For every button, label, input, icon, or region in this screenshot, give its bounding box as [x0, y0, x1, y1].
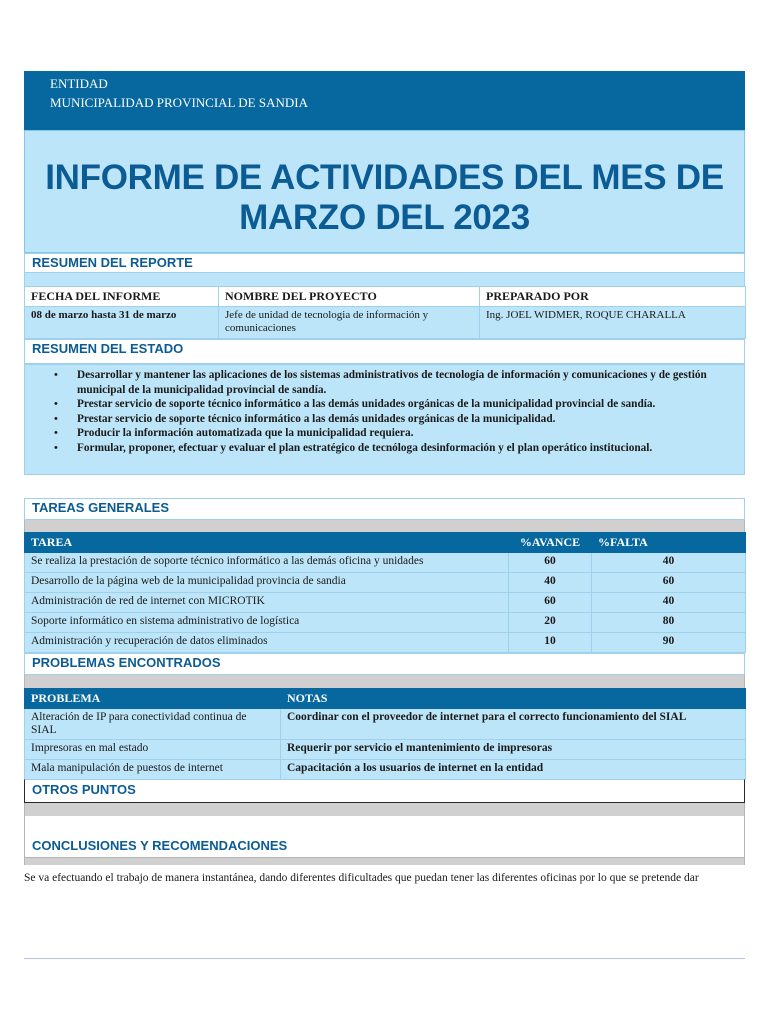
- list-item: • Desarrollar y mantener las aplicaciones de los sistemas administrativos de tecnología de información y comunicaciones y de gestión municipal de la municipalidad provincial de sandía.: [77, 368, 734, 397]
- table-row: [25, 593, 746, 613]
- table-row: [25, 709, 746, 740]
- divider: [24, 958, 745, 959]
- header-preparado: PREPARADO POR: [480, 287, 746, 307]
- header-fecha: FECHA DEL INFORME: [25, 287, 219, 307]
- section-otros-puntos: [24, 779, 745, 803]
- tasks-table: [24, 532, 746, 653]
- problem-description: Mala manipulación de puestos de internet: [25, 760, 281, 780]
- header-avance: %AVANCE: [509, 533, 592, 553]
- task-avance: 20: [509, 613, 592, 633]
- table-row: [25, 553, 746, 573]
- report-summary-table: [24, 286, 746, 339]
- problem-description: Impresoras en mal estado: [25, 740, 281, 760]
- task-falta: 80: [592, 613, 746, 633]
- entity-name: MUNICIPALIDAD PROVINCIAL DE SANDIA: [50, 95, 308, 110]
- task-avance: 60: [509, 593, 592, 613]
- header-proyecto: NOMBRE DEL PROYECTO: [219, 287, 480, 307]
- task-name: Se realiza la prestación de soporte técnico informático a las demás oficina y unidades: [25, 553, 509, 573]
- status-summary: [24, 364, 745, 475]
- task-falta: 40: [592, 553, 746, 573]
- table-header-row: [25, 287, 746, 307]
- header-problema: PROBLEMA: [25, 689, 281, 709]
- report-title: [24, 130, 745, 253]
- section-spacer: [24, 520, 745, 532]
- task-avance: 40: [509, 573, 592, 593]
- table-header-row: [25, 533, 746, 553]
- task-falta: 40: [592, 593, 746, 613]
- list-item: • Prestar servicio de soporte técnico informático a las demás unidades orgánicas de la municipalidad provincial de sandía.: [77, 397, 734, 412]
- header-falta: %FALTA: [592, 533, 746, 553]
- section-spacer: [24, 858, 745, 865]
- problem-description: Alteración de IP para conectividad continua de SIAL: [25, 709, 281, 740]
- task-falta: 60: [592, 573, 746, 593]
- problem-note: Requerir por servicio el mantenimiento de impresoras: [281, 740, 746, 760]
- list-item: • Producir la información automatizada que la municipalidad requiera.: [77, 426, 734, 441]
- section-heading-otros: OTROS PUNTOS: [32, 782, 136, 797]
- task-name: Administración y recuperación de datos eliminados: [25, 633, 509, 653]
- task-falta: 90: [592, 633, 746, 653]
- proyecto-value: Jefe de unidad de tecnologia de información y comunicaciones: [219, 307, 480, 339]
- task-name: Administración de red de internet con MICROTIK: [25, 593, 509, 613]
- entity-header: [24, 71, 745, 131]
- section-heading-resumen-estado: RESUMEN DEL ESTADO: [24, 339, 745, 364]
- title-line-1: INFORME DE ACTIVIDADES DEL MES DE: [45, 158, 724, 197]
- header-notas: NOTAS: [281, 689, 746, 709]
- conclusions-text: Se va efectuando el trabajo de manera instantánea, dando diferentes dificultades que puedan tener las diferentes oficinas por lo que se pretende dar: [24, 872, 699, 884]
- problem-note: Capacitación a los usuarios de internet en la entidad: [281, 760, 746, 780]
- section-spacer: [24, 273, 745, 286]
- table-header-row: [25, 689, 746, 709]
- task-name: Desarrollo de la página web de la municipalidad provincia de sandia: [25, 573, 509, 593]
- task-avance: 60: [509, 553, 592, 573]
- fecha-value: 08 de marzo hasta 31 de marzo: [25, 307, 219, 339]
- table-row: [25, 740, 746, 760]
- entity-label: ENTIDAD: [50, 76, 108, 91]
- section-heading-resumen-reporte: RESUMEN DEL REPORTE: [24, 253, 745, 273]
- problem-note: Coordinar con el proveedor de internet para el correcto funcionamiento del SIAL: [281, 709, 746, 740]
- header-tarea: TAREA: [25, 533, 509, 553]
- section-heading-problemas: PROBLEMAS ENCONTRADOS: [24, 653, 745, 675]
- task-name: Soporte informático en sistema administrativo de logística: [25, 613, 509, 633]
- table-row: [25, 613, 746, 633]
- section-heading-conclusiones: CONCLUSIONES Y RECOMENDACIONES: [32, 838, 288, 853]
- status-list: [77, 368, 734, 455]
- table-row: [25, 573, 746, 593]
- section-spacer: [24, 675, 745, 688]
- list-item: • Prestar servicio de soporte técnico informático a las demás unidades orgánicas de la municipalidad.: [77, 412, 734, 427]
- problems-table: [24, 688, 746, 780]
- table-row: [25, 760, 746, 780]
- title-line-2: MARZO DEL 2023: [239, 198, 530, 237]
- conclusions-heading-box: [24, 816, 745, 858]
- task-avance: 10: [509, 633, 592, 653]
- section-spacer: [24, 803, 745, 816]
- table-row: [25, 307, 746, 339]
- preparado-value: Ing. JOEL WIDMER, ROQUE CHARALLA: [480, 307, 746, 339]
- list-item: • Formular, proponer, efectuar y evaluar el plan estratégico de tecnóloga desinformación y el plan operático institucional.: [77, 441, 734, 456]
- table-row: [25, 633, 746, 653]
- section-heading-tareas: TAREAS GENERALES: [24, 498, 745, 520]
